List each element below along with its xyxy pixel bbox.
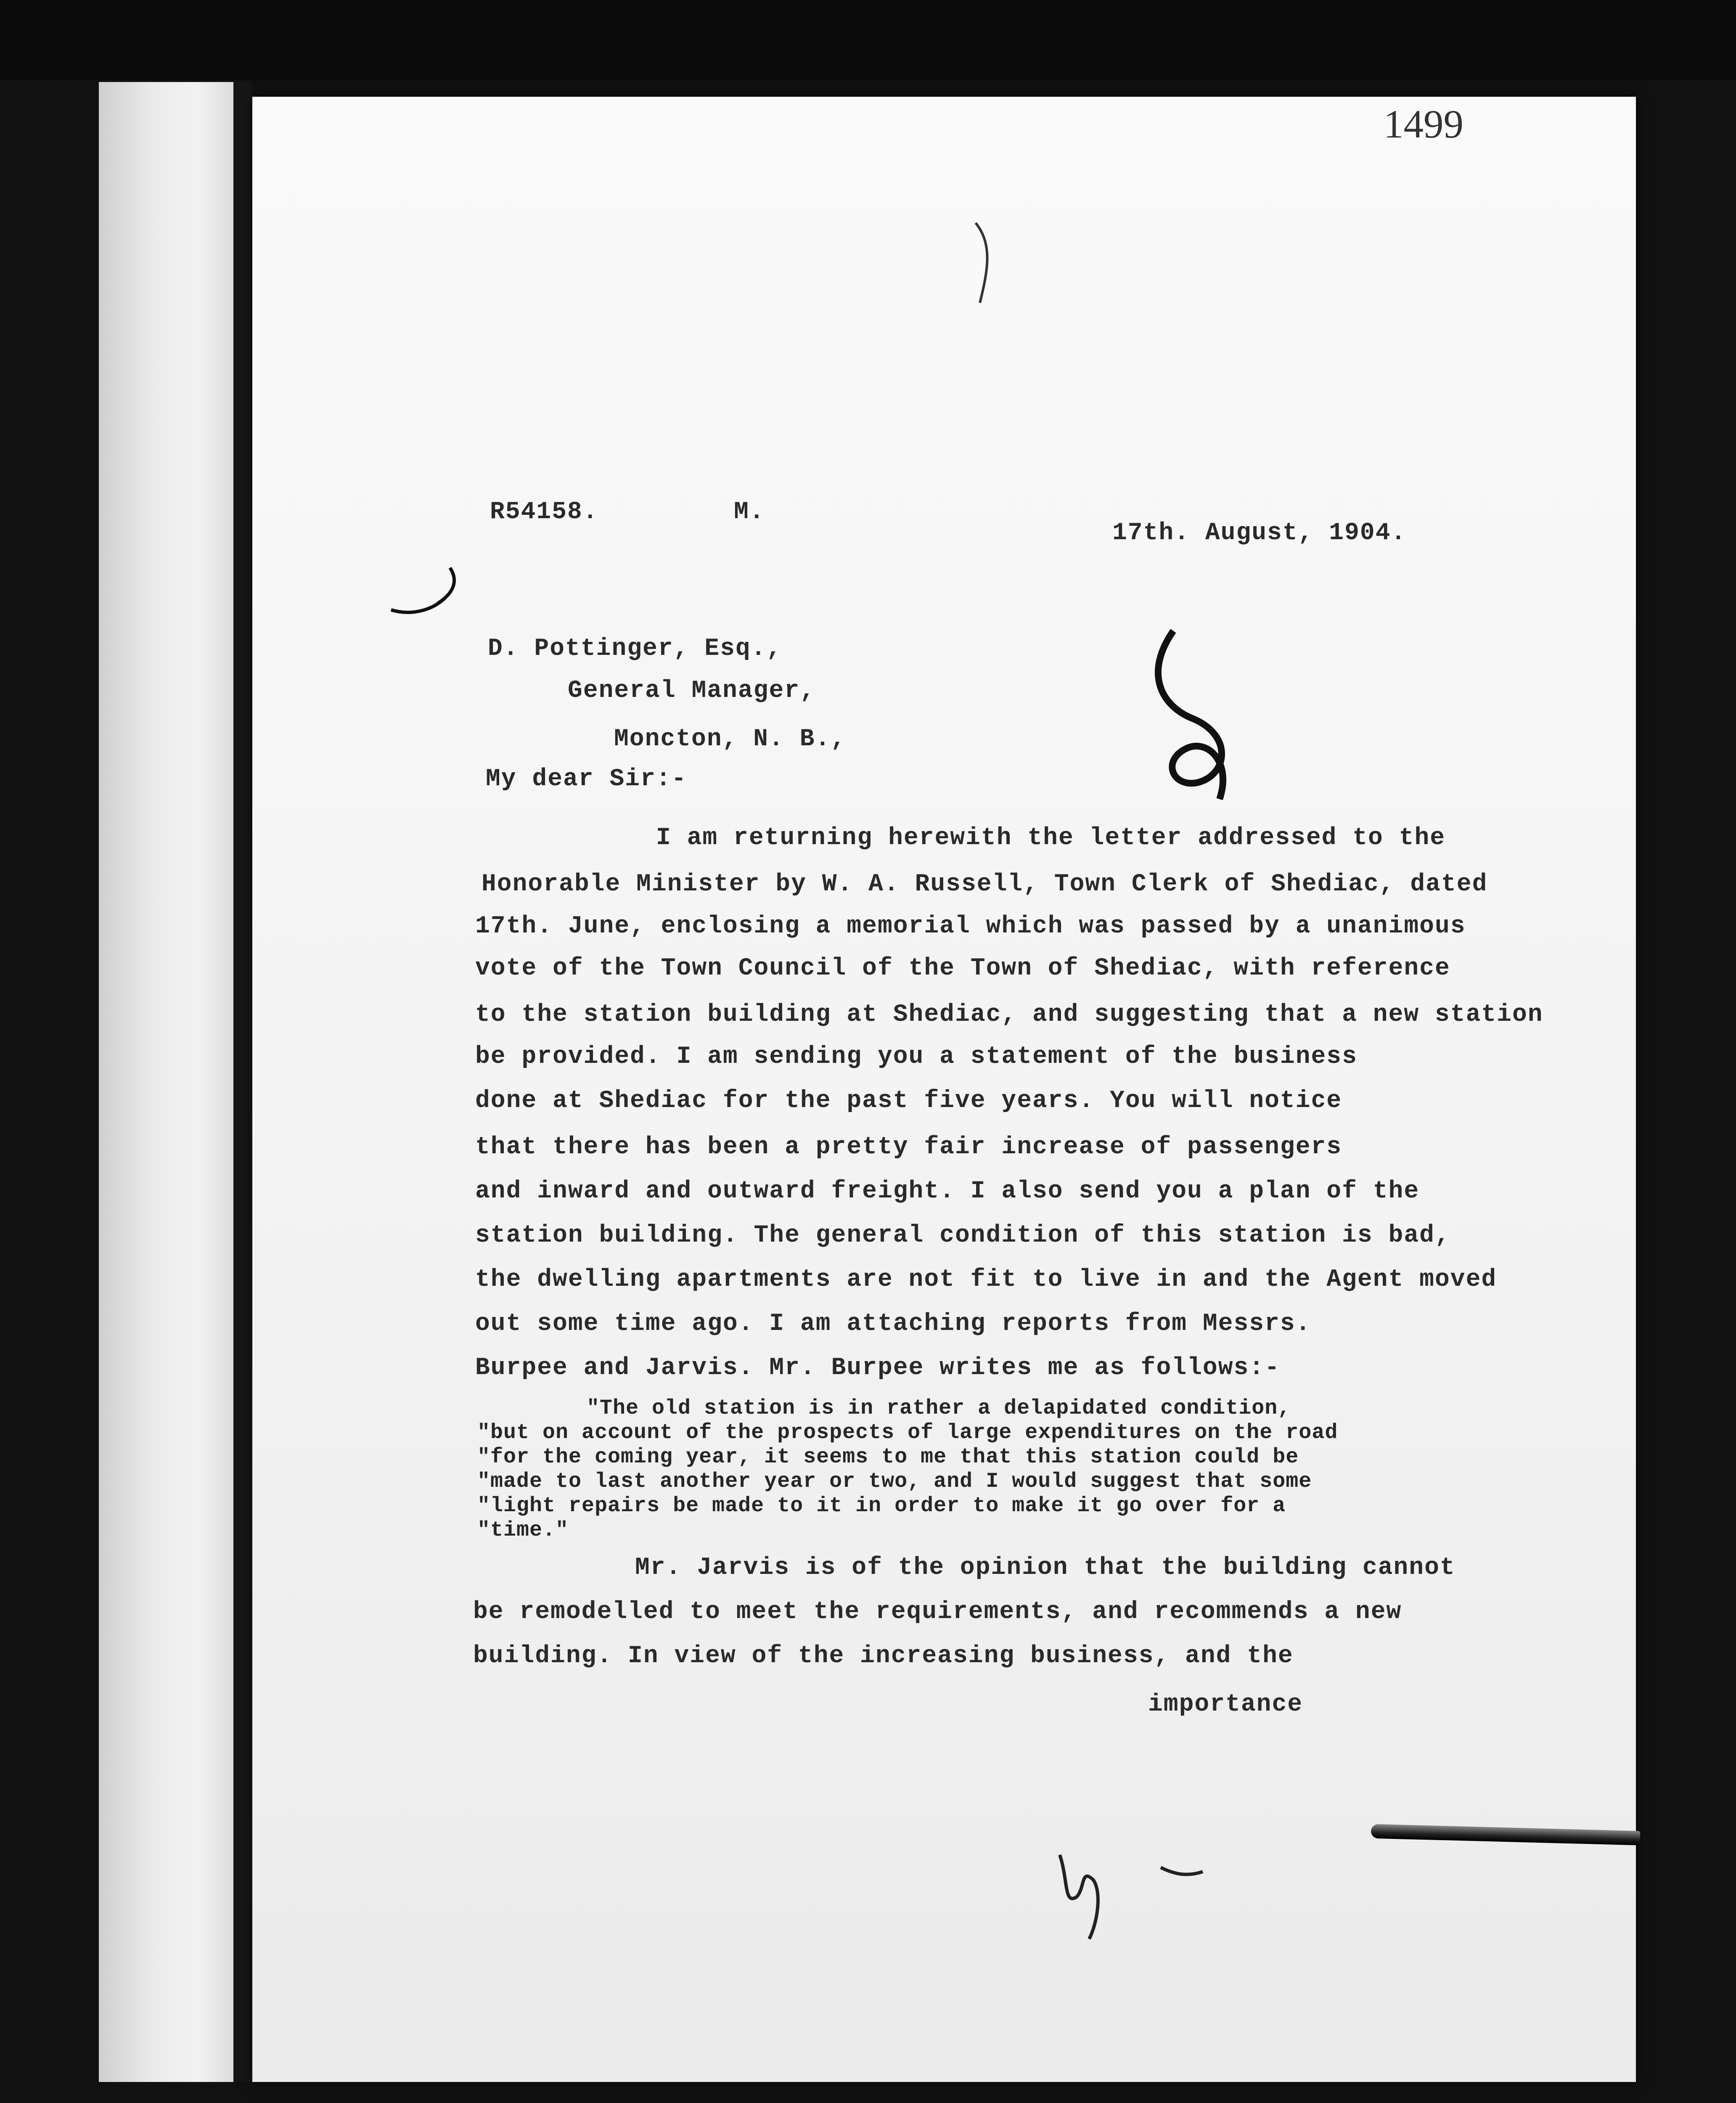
body-line: station building. The general condition of this station is bad, (475, 1222, 1450, 1249)
letter-date: 17th. August, 1904. (1112, 519, 1407, 547)
quote-line: "time." (477, 1518, 569, 1542)
quote-line: "for the coming year, it seems to me that this station could be (477, 1445, 1299, 1469)
file-reference: R54158. (490, 498, 598, 526)
film-frame-top (0, 0, 1736, 80)
previous-page-edge (99, 82, 240, 2082)
body-line: 17th. June, enclosing a memorial which was passed by a unanimous (475, 913, 1466, 940)
body-line: the dwelling apartments are not fit to live in and the Agent moved (475, 1266, 1497, 1293)
closing-line: be remodelled to meet the requirements, and recommends a new (473, 1598, 1402, 1626)
closing-line: Mr. Jarvis is of the opinion that the building cannot (635, 1554, 1455, 1581)
recipient-place: Moncton, N. B., (614, 726, 847, 753)
body-line: to the station building at Shediac, and suggesting that a new station (475, 1001, 1543, 1028)
body-line: and inward and outward freight. I also send you a plan of the (475, 1178, 1420, 1205)
page-gap-shadow (233, 82, 252, 2082)
page-number-stamp: 1499 (1384, 102, 1463, 146)
recipient-title: General Manager, (568, 677, 815, 705)
salutation: My dear Sir:- (486, 765, 687, 793)
closing-line: building. In view of the increasing business, and the (473, 1642, 1294, 1670)
catchword: importance (1148, 1691, 1303, 1718)
quote-line: "but on account of the prospects of large expenditures on the road (477, 1421, 1338, 1445)
handwritten-mark-icon (1135, 622, 1253, 808)
body-line: that there has been a pretty fair increase of passengers (475, 1134, 1342, 1161)
top-squiggle-icon (967, 219, 1001, 311)
recipient-name: D. Pottinger, Esq., (488, 635, 782, 662)
body-line: I am returning herewith the letter addressed to the (656, 824, 1446, 852)
margin-tick-icon (387, 564, 479, 618)
quote-line: "made to last another year or two, and I would suggest that some (477, 1470, 1312, 1494)
body-line: Honorable Minister by W. A. Russell, Town Clerk of Shediac, dated (482, 871, 1488, 898)
body-line: Burpee and Jarvis. Mr. Burpee writes me as follows:- (475, 1354, 1280, 1382)
body-line: done at Shediac for the past five years. You will notice (475, 1087, 1342, 1115)
writer-initial: M. (734, 498, 765, 526)
pencil-mark-icon (1051, 1842, 1211, 1947)
body-line: vote of the Town Council of the Town of Shediac, with reference (475, 955, 1450, 982)
body-line: out some time ago. I am attaching reports from Messrs. (475, 1310, 1311, 1338)
quote-line: "light repairs be made to it in order to make it go over for a (477, 1494, 1286, 1518)
quote-line: "The old station is in rather a delapidated condition, (587, 1396, 1291, 1420)
body-line: be provided. I am sending you a statement of the business (475, 1043, 1358, 1070)
